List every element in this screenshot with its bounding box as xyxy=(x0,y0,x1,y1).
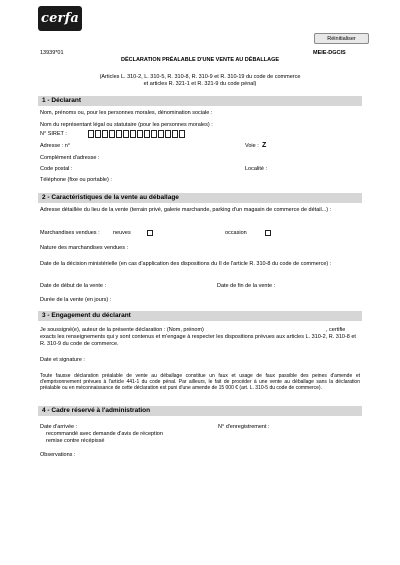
articles-line-2: et articles R. 321-1 et R. 321-9 du code pénal) xyxy=(143,81,257,87)
goods-nature-label: Nature des marchandises vendues : xyxy=(40,245,129,251)
certify-label: , certifie xyxy=(326,327,346,333)
street-label: Voie : xyxy=(245,143,259,149)
section-4-header: 4 - Cadre réservé à l'administration xyxy=(38,406,362,416)
siret-digit[interactable] xyxy=(158,130,164,138)
duration-label: Durée de la vente (en jours) : xyxy=(40,297,112,303)
undersigned-label: Je soussigné(e), auteur de la présente déclaration : (Nom, prénom) xyxy=(40,327,204,333)
siret-digit[interactable] xyxy=(116,130,122,138)
new-goods-label: neuves xyxy=(113,230,131,236)
siret-digit[interactable] xyxy=(165,130,171,138)
siret-digit[interactable] xyxy=(172,130,178,138)
goods-sold-label: Marchandises vendues : xyxy=(40,230,100,236)
used-goods-checkbox[interactable] xyxy=(265,230,271,236)
siret-digit[interactable] xyxy=(137,130,143,138)
logo-text: cerfa xyxy=(40,11,80,26)
used-goods-label: occasion xyxy=(225,230,247,236)
handed-receipt-option: remise contre récépissé xyxy=(46,438,105,444)
form-number: 13939*01 xyxy=(40,50,64,56)
postal-code-label: Code postal : xyxy=(40,166,73,172)
start-date-label: Date de début de la vente : xyxy=(40,283,107,289)
sale-address-label: Adresse détaillée du lieu de la vente (terrain privé, galerie marchande, parking d'un magasin de commerce de détail...) : xyxy=(40,207,332,213)
false-declaration-warning: Toute fausse déclaration préalable de vente au déballage constitue un faux et usage de faux passible des peines d'amende et d'emprisonnement prévues à l'article 441-1 du code pénal. Par ailleurs, le fait de procéder à une vente au déballage sans la déclaration préalable ou en méconnaissance de cette déclaration est puni d'une amende de 15 000 € (art. L. 310-5 du code de commerce). xyxy=(40,373,360,392)
ministry-code: MEIE-DGCIS xyxy=(313,50,346,56)
date-signature-label: Date et signature : xyxy=(40,357,85,363)
siret-label: N° SIRET : xyxy=(40,131,67,137)
representative-field-label: Nom du représentant légal ou statutaire (pour les personnes morales) : xyxy=(40,122,213,128)
siret-digit[interactable] xyxy=(95,130,101,138)
undersigned-commitment-text: exacts les renseignements qui y sont contenus et m'engage à respecter les dispositions prévues aux articles L. 310-2, R. 310-8 et R. 310-9 du code de commerce. xyxy=(40,334,356,347)
siret-digit[interactable] xyxy=(151,130,157,138)
section-2-header: 2 - Caractéristiques de la vente au déballage xyxy=(38,193,362,203)
section-1-header: 1 - Déclarant xyxy=(38,96,362,106)
siret-digit[interactable] xyxy=(144,130,150,138)
siret-digit[interactable] xyxy=(88,130,94,138)
siret-digit[interactable] xyxy=(130,130,136,138)
cerfa-logo xyxy=(38,6,82,31)
end-date-label: Date de fin de la vente : xyxy=(217,283,276,289)
arrival-date-label: Date d'arrivée : xyxy=(40,424,78,430)
siret-digit[interactable] xyxy=(179,130,185,138)
phone-label: Téléphone (fixe ou portable) : xyxy=(40,177,112,183)
siret-digit[interactable] xyxy=(102,130,108,138)
section-3-header: 3 - Engagement du déclarant xyxy=(38,311,362,321)
reset-button[interactable]: Réinitialiser xyxy=(314,33,369,44)
registration-number-label: N° d'enregistrement : xyxy=(218,424,270,430)
address-complement-label: Complément d'adresse : xyxy=(40,155,100,161)
form-title: DÉCLARATION PRÉALABLE D'UNE VENTE AU DÉBALLAGE xyxy=(120,57,280,63)
address-number-label: Adresse : n° xyxy=(40,143,71,149)
city-label: Localité : xyxy=(245,166,268,172)
siret-input[interactable] xyxy=(88,130,186,138)
articles-line-1: (Articles L. 310-2, L. 310-5, R. 310-8, R. 310-9 et R. 310-19 du code de commerce xyxy=(99,74,301,80)
recommended-mail-option: recommandé avec demande d'avis de réception xyxy=(46,431,163,437)
siret-digit[interactable] xyxy=(109,130,115,138)
ministerial-decision-label: Date de la décision ministérielle (en cas d'application des dispositions du II de l'article R. 310-8 du code de commerce) : xyxy=(40,261,332,267)
siret-digit[interactable] xyxy=(123,130,129,138)
name-field-label: Nom, prénoms ou, pour les personnes morales, dénomination sociale : xyxy=(40,110,213,116)
street-field-glyph[interactable]: Z xyxy=(262,142,267,149)
observations-label: Observations : xyxy=(40,452,76,458)
new-goods-checkbox[interactable] xyxy=(147,230,153,236)
